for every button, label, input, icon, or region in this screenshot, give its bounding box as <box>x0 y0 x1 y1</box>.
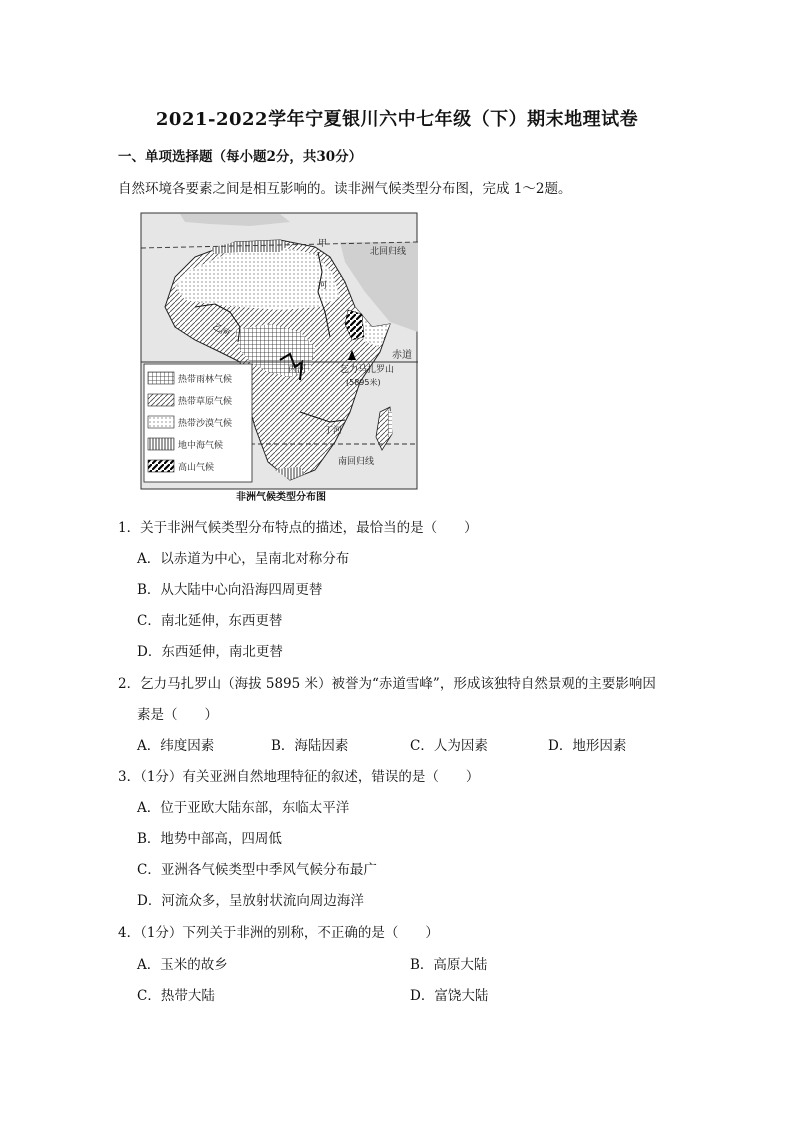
q2-option-a[interactable]: A．纬度因素 <box>137 738 215 754</box>
q1-option-c[interactable]: C．南北延伸，东西更替 <box>137 613 283 629</box>
page-title: 2021-2022学年宁夏银川六中七年级（下）期末地理试卷 <box>155 109 639 130</box>
map-legend <box>144 364 252 482</box>
q4-option-c[interactable]: C．热带大陆 <box>137 988 215 1004</box>
intro-text: 自然环境各要素之间是相互影响的。读非洲气候类型分布图，完成 1～2题。 <box>118 181 572 197</box>
q1-option-a[interactable]: A．以赤道为中心，呈南北对称分布 <box>137 551 350 567</box>
q3-option-a[interactable]: A．位于亚欧大陆东部，东临太平洋 <box>137 800 350 816</box>
q1-option-b[interactable]: B．从大陆中心向沿海四周更替 <box>137 582 323 598</box>
madagascar-east-rain <box>388 410 392 437</box>
label-bing: 丙河 <box>288 365 307 375</box>
q4-option-b[interactable]: B．高原大陆 <box>410 957 488 973</box>
label-mountain: 乞力马扎罗山 <box>340 365 395 375</box>
legend-desert: 热带沙漠气候 <box>178 419 233 429</box>
legend-rainforest: 热带雨林气候 <box>178 375 233 385</box>
question-3-stem: 3．（1分）有关亚洲自然地理特征的叙述，错误的是（ ） <box>118 769 480 785</box>
q2-option-b[interactable]: B．海陆因素 <box>271 738 349 754</box>
label-tropic-north: 北回归线 <box>370 247 407 257</box>
label-mountain-height: (5895米) <box>346 378 381 387</box>
q2-option-c[interactable]: C．人为因素 <box>410 738 488 754</box>
label-tropic-south: 南回归线 <box>338 457 375 467</box>
label-jia: 甲 <box>318 239 328 249</box>
africa-climate-map <box>140 212 420 502</box>
label-equator: 赤道 <box>392 350 412 361</box>
q3-option-c[interactable]: C．亚洲各气候类型中季风气候分布最广 <box>137 862 377 878</box>
question-2-stem-line2: 素是（ ） <box>137 707 218 723</box>
label-yi: 乙河 <box>210 321 232 340</box>
question-4-stem: 4．（1分）下列关于非洲的别称，不正确的是（ ） <box>118 925 439 941</box>
map-caption: 非洲气候类型分布图 <box>236 492 326 503</box>
question-2-stem-line1: 2．乞力马扎罗山（海拔 5895 米）被誉为“赤道雪峰”，形成该独特自然景观的主要影响因 <box>118 676 656 692</box>
q3-option-d[interactable]: D．河流众多，呈放射状流向周边海洋 <box>137 893 364 909</box>
legend-highland: 高山气候 <box>178 463 215 473</box>
label-ding: 丁河 <box>324 426 343 436</box>
q1-option-d[interactable]: D．东西延伸，南北更替 <box>137 644 283 660</box>
section-heading: 一、单项选择题（每小题2分，共30分） <box>118 149 363 165</box>
q2-option-d[interactable]: D．地形因素 <box>548 738 627 754</box>
legend-mediterranean: 地中海气候 <box>178 441 224 451</box>
q4-option-d[interactable]: D．富饶大陆 <box>410 988 489 1004</box>
label-he: 河 <box>318 281 328 291</box>
q4-option-a[interactable]: A．玉米的故乡 <box>137 957 228 973</box>
q3-option-b[interactable]: B．地势中部高，四周低 <box>137 831 282 847</box>
question-1-stem: 1．关于非洲气候类型分布特点的描述，最恰当的是（ ） <box>118 520 478 536</box>
legend-savanna: 热带草原气候 <box>178 397 233 407</box>
